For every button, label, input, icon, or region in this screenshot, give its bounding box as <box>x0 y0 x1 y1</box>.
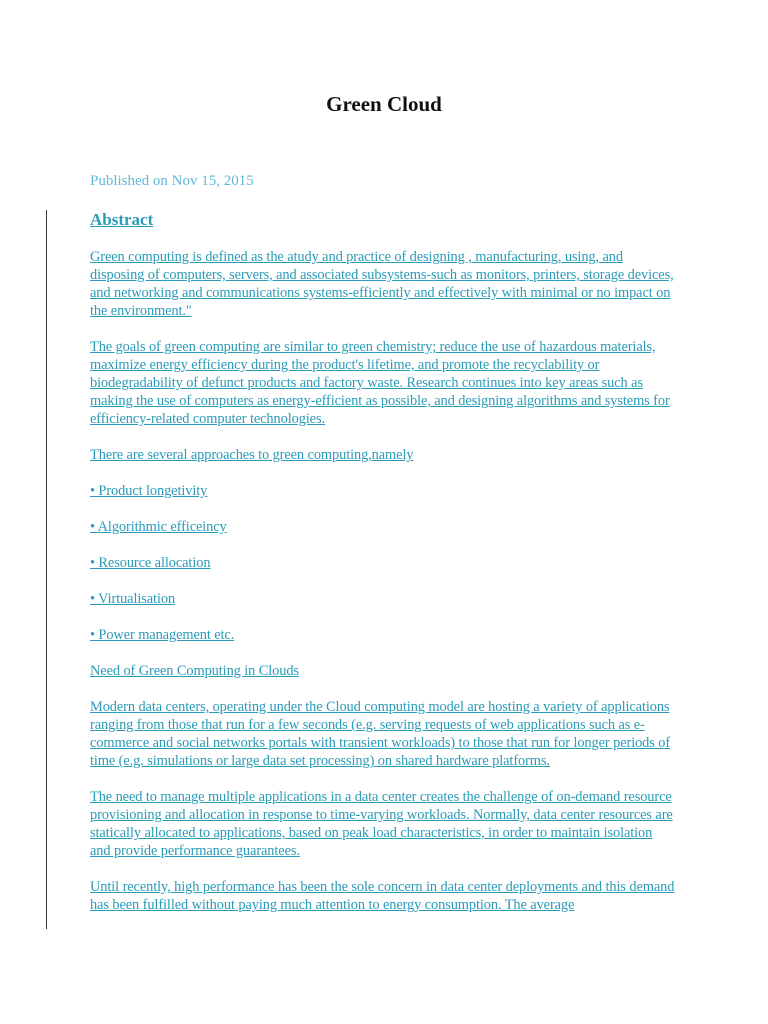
paragraph-approaches-intro[interactable]: There are several approaches to green computing,namely <box>90 447 414 463</box>
paragraph-definition[interactable]: Green computing is defined as the atudy and practice of designing , manufacturing, using, and disposing of computers, servers, and associated subsystems-such as monitors, printers, storage devices, and networking and communications systems-efficiently and effectively with minimal or no impact on the environment." <box>90 249 674 319</box>
document-body <box>90 209 675 932</box>
paragraph-provisioning[interactable]: The need to manage multiple applications in a data center creates the challenge of on-demand resource provisioning and allocation in response to time-varying workloads. Normally, data center resources are statically allocated to applications, based on peak load characteristics, in order to maintain isolation and provide performance guarantees. <box>90 789 673 859</box>
list-item[interactable]: • Product longetivity <box>90 483 208 499</box>
list-item[interactable]: • Algorithmic efficeincy <box>90 519 227 535</box>
list-item[interactable]: • Resource allocation <box>90 555 211 571</box>
list-item[interactable]: • Virtualisation <box>90 591 176 607</box>
document-title: Green Cloud <box>326 92 442 116</box>
margin-rule <box>46 210 47 929</box>
paragraph-performance[interactable]: Until recently, high performance has been the sole concern in data center deployments and this demand has been fulfilled without paying much attention to energy consumption. The average <box>90 879 675 913</box>
section-heading-need[interactable]: Need of Green Computing in Clouds <box>90 663 299 679</box>
list-item[interactable]: • Power management etc. <box>90 627 235 643</box>
published-date: Published on Nov 15, 2015 <box>90 173 254 189</box>
abstract-heading[interactable]: Abstract <box>90 210 154 229</box>
paragraph-goals[interactable]: The goals of green computing are similar to green chemistry; reduce the use of hazardous materials, maximize energy efficiency during the product's lifetime, and promote the recyclability or biodegradability of defunct products and factory waste. Research continues into key areas such as making the use of computers as energy-efficient as possible, and designing algorithms and systems for efficiency-related computer technologies. <box>90 339 670 427</box>
paragraph-data-centers[interactable]: Modern data centers, operating under the Cloud computing model are hosting a variety of applications ranging from those that run for a few seconds (e.g. serving requests of web applications such as e-commerce and social networks portals with transient workloads) to those that run for longer periods of time (e.g. simulations or large data set processing) on shared hardware platforms. <box>90 699 671 769</box>
